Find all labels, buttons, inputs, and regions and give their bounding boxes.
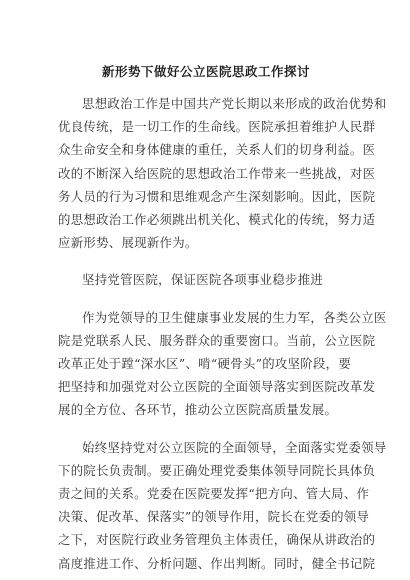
section-heading: [58, 268, 354, 291]
text-line: 责之间的关系。党委在医院要发挥“把方向、管大局、作: [58, 486, 370, 502]
text-line: 作为党领导的卫生健康事业发展的生力军，各类公立医: [82, 309, 387, 325]
paragraph-leadership: [58, 436, 387, 575]
paragraph-party-role: [58, 306, 387, 422]
section-heading-text: 坚持党管医院，保证医院各项事业稳步推进: [82, 272, 324, 288]
text-line: 高度推进工作、分析问题、作出判断。同时，健全书记院: [58, 555, 376, 571]
text-line: 应新形势、展现新作为。: [58, 235, 198, 251]
text-line: 优良传统，是一切工作的生命线。医院承担着维护人民群: [58, 119, 376, 135]
text-line: 改革正处于蹚“深水区”、啃“硬骨头”的攻坚阶段，要: [58, 356, 352, 372]
text-line: 决策、促改革、保落实”的领导作用，院长在党委的领导: [58, 509, 370, 525]
text-line: 之下，对医院行政业务管理负主体责任，确保从讲政治的: [58, 532, 376, 548]
text-line: 的思想政治工作必须跳出机关化、模式化的传统，努力适: [58, 212, 376, 228]
text-line: 下的院长负责制。要正确处理党委集体领导同院长具体负: [58, 462, 376, 478]
text-line: 始终坚持党对公立医院的全面领导，全面落实党委领导: [82, 439, 387, 455]
document-title: 新形势下做好公立医院思政工作探讨: [101, 64, 310, 79]
text-line: 思想政治工作是中国共产党长期以来形成的政治优势和: [82, 96, 387, 111]
text-line: 院是党联系人民、服务群众的重要窗口。当前，公立医院: [58, 332, 376, 348]
text-line: 展的全方位、各环节，推动公立医院高质量发展。: [58, 402, 338, 418]
text-line: 务人员的行为习惯和思维观念产生深刻影响。因此，医院: [58, 188, 376, 204]
text-line: 把坚持和加强党对公立医院的全面领导落实到医院改革发: [58, 379, 376, 395]
paragraph-intro: [58, 92, 387, 254]
text-line: 改的不断深入给医院的思想政治工作带来一些挑战，对医: [58, 165, 376, 181]
text-line: 众生命安全和身体健康的重任，关系人们的切身利益。医: [58, 142, 376, 158]
